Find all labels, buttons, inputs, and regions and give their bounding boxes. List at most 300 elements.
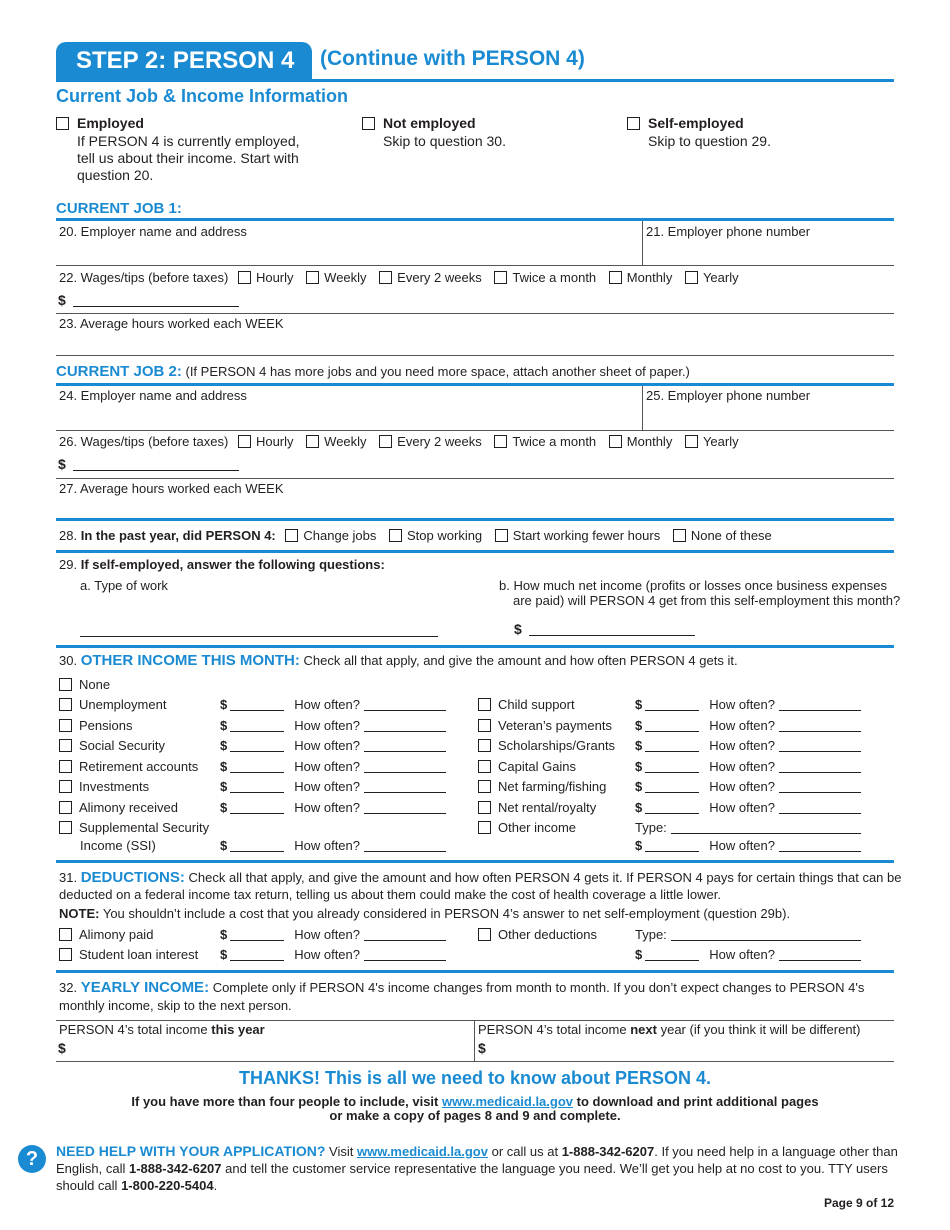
q30-right-1[interactable] [478, 718, 612, 733]
dollar-sign: $ [635, 718, 643, 733]
how-often-line[interactable] [364, 949, 446, 961]
dollar-sign: $ [220, 838, 228, 853]
q26-freq-twice[interactable] [494, 434, 596, 449]
employed-label: Employed [77, 115, 144, 131]
q32-title: YEARLY INCOME: [80, 979, 210, 996]
dollar-sign: $ [220, 800, 228, 815]
q28-stop-checkbox[interactable] [389, 529, 402, 542]
how-often-line[interactable] [779, 781, 861, 793]
this-year-amount[interactable] [58, 1040, 66, 1056]
q26-2weeks-checkbox[interactable] [379, 435, 392, 448]
how-often-line[interactable] [364, 802, 446, 814]
q30-instructions: Check all that apply, and give the amount and how often PERSON 4 gets it. [303, 653, 738, 668]
amount-line[interactable] [645, 949, 699, 961]
q32-divider [474, 1020, 475, 1061]
q30-right-3[interactable] [478, 759, 576, 774]
q28-question: In the past year, did PERSON 4: [80, 528, 276, 543]
q32-number: 32. [59, 980, 78, 995]
type-row[interactable] [635, 927, 861, 942]
q22-yearly-checkbox[interactable] [685, 271, 698, 284]
question-mark-icon: ? [25, 1148, 39, 1170]
q20-label: 20. Employer name and address [59, 224, 247, 239]
q28-number: 28. [59, 528, 78, 543]
q31-note-text: You shouldn’t include a cost that you already considered in PERSON 4’s answer to net self-employment (question 29b). [102, 906, 791, 921]
deduction-checkbox[interactable] [59, 948, 72, 961]
income-checkbox[interactable] [59, 801, 72, 814]
dollar-sign: $ [635, 838, 643, 853]
how-often-line[interactable] [364, 840, 446, 852]
type-line[interactable] [671, 822, 861, 834]
income-label: Alimony received [79, 800, 178, 815]
type-label: Type: [635, 820, 667, 835]
q22-monthly-checkbox[interactable] [609, 271, 622, 284]
q28-opt-fewer[interactable] [495, 528, 660, 543]
amount-line[interactable] [645, 740, 699, 752]
q31-title: DEDUCTIONS: [80, 869, 185, 886]
type-line[interactable] [671, 929, 861, 941]
q20-bottom [56, 265, 894, 266]
q28-none-checkbox[interactable] [673, 529, 686, 542]
self-employed-label: Self-employed [648, 115, 744, 131]
amount-row[interactable] [635, 718, 861, 733]
amount-line[interactable] [645, 699, 699, 711]
employed-desc-1: If PERSON 4 is currently employed, [77, 133, 300, 149]
q22-label: 22. Wages/tips (before taxes) [59, 270, 229, 285]
q23-label: 23. Average hours worked each WEEK [59, 316, 284, 331]
income-label: Pensions [79, 718, 133, 733]
deduction-label: Alimony paid [79, 927, 154, 942]
how-often-label: How often? [294, 738, 360, 753]
dollar-sign: $ [220, 738, 228, 753]
amount-line[interactable] [230, 720, 284, 732]
income-checkbox[interactable] [478, 760, 491, 773]
q29-question: If self-employed, answer the following questions: [80, 557, 385, 572]
amount-line[interactable] [230, 740, 284, 752]
q31-note [59, 906, 790, 921]
amount-row[interactable] [635, 738, 861, 753]
amount-row[interactable] [220, 779, 446, 794]
dollar-sign: $ [220, 927, 228, 942]
q30-left-5[interactable] [59, 800, 178, 815]
how-often-label: How often? [294, 800, 360, 815]
how-often-line[interactable] [779, 802, 861, 814]
income-checkbox[interactable] [478, 821, 491, 834]
help-phone: 1-888-342-6207 [561, 1144, 655, 1159]
dollar-sign: $ [220, 718, 228, 733]
help-visit: Visit [329, 1144, 354, 1159]
q28-fewer-label: Start working fewer hours [512, 528, 661, 543]
q31-number: 31. [59, 870, 78, 885]
income-checkbox[interactable] [478, 698, 491, 711]
help-icon [18, 1145, 46, 1173]
q26-yearly-label: Yearly [702, 434, 739, 449]
help-link[interactable]: www.medicaid.la.gov [356, 1144, 488, 1159]
amount-row[interactable] [220, 718, 446, 733]
q28-change-label: Change jobs [303, 528, 377, 543]
q30-title: OTHER INCOME THIS MONTH: [80, 652, 300, 669]
q22-hourly-checkbox[interactable] [238, 271, 251, 284]
q28-row [59, 528, 772, 543]
deduction-other[interactable] [478, 927, 597, 942]
q30-right-other[interactable] [478, 820, 576, 835]
how-often-label: How often? [709, 718, 775, 733]
income-checkbox[interactable] [478, 801, 491, 814]
q30-number: 30. [59, 653, 78, 668]
q31-line2: deducted on a federal income tax return, telling us about them could make the cost of health coverage a little lower. [59, 887, 721, 902]
q22-2weeks-checkbox[interactable] [379, 271, 392, 284]
q26-freq-monthly[interactable] [609, 434, 673, 449]
q26-monthly-checkbox[interactable] [609, 435, 622, 448]
how-often-line[interactable] [364, 740, 446, 752]
help-phone-2: 1-888-342-6207 [129, 1161, 222, 1176]
q26-hourly-checkbox[interactable] [238, 435, 251, 448]
q28-fewer-checkbox[interactable] [495, 529, 508, 542]
employed-checkbox[interactable] [56, 117, 69, 130]
q30-none[interactable] [59, 677, 110, 692]
job2-rule [56, 383, 894, 386]
q29a-input-line[interactable] [80, 636, 438, 637]
income-label: Child support [498, 697, 575, 712]
type-label: Type: [635, 927, 667, 942]
amount-line[interactable] [645, 761, 699, 773]
help-text2: . If you need help in a language other than [654, 1144, 898, 1159]
job2-header [56, 363, 690, 380]
income-label: Retirement accounts [79, 759, 199, 774]
q29b-line1: b. How much net income (profits or losses once business expenses [499, 578, 888, 593]
q32-line1: Complete only if PERSON 4's income changes from month to month. If you don’t expect changes to PERSON 4's [212, 980, 865, 995]
amount-line[interactable] [645, 840, 699, 852]
job2-note: (If PERSON 4 has more jobs and you need more space, attach another sheet of paper.) [185, 364, 690, 379]
q28-opt-change[interactable] [285, 528, 376, 543]
q30-left-0[interactable] [59, 697, 166, 712]
q26-twice-label: Twice a month [512, 434, 597, 449]
q26-amount-line[interactable] [73, 459, 239, 471]
header-rule [56, 79, 894, 82]
q30-left-ssi[interactable] [59, 820, 209, 835]
how-often-label: How often? [709, 800, 775, 815]
q24-divider [642, 386, 643, 430]
deduction-checkbox[interactable] [59, 928, 72, 941]
amount-row[interactable] [220, 759, 446, 774]
thanks-title: THANKS! This is all we need to know about PERSON 4. [238, 1068, 712, 1088]
q22-2weeks-label: Every 2 weeks [397, 270, 482, 285]
q26-freq-hourly[interactable] [238, 434, 294, 449]
employed-desc-2: tell us about their income. Start with [77, 150, 299, 166]
q30-left-4[interactable] [59, 779, 149, 794]
q22-monthly-label: Monthly [626, 270, 673, 285]
dollar-sign: $ [635, 779, 643, 794]
next-year-post: year (if you think it will be different) [660, 1022, 861, 1037]
q21-label: 21. Employer phone number [646, 224, 811, 239]
employed-option[interactable] [56, 115, 346, 183]
next-year-pre: PERSON 4’s total income [478, 1022, 627, 1037]
ssi-label-2: Income (SSI) [80, 838, 156, 853]
not-employed-checkbox[interactable] [362, 117, 375, 130]
dollar-sign: $ [220, 697, 228, 712]
employed-desc-3: question 20. [77, 167, 154, 183]
q31-line1: Check all that apply, and give the amount and how often PERSON 4 gets it. If PERSON 4 pays for certain things that can be [188, 870, 902, 885]
q30-none-checkbox[interactable] [59, 678, 72, 691]
help-text [56, 1143, 896, 1194]
thanks-line1 [0, 1094, 950, 1109]
q29-header [59, 557, 385, 572]
how-often-line[interactable] [779, 740, 861, 752]
q22-hourly-label: Hourly [255, 270, 294, 285]
q27-label: 27. Average hours worked each WEEK [59, 481, 284, 496]
q22-twice-checkbox[interactable] [494, 271, 507, 284]
how-often-label: How often? [294, 927, 360, 942]
thanks-link[interactable]: www.medicaid.la.gov [442, 1094, 574, 1109]
q26-weekly-checkbox[interactable] [306, 435, 319, 448]
income-checkbox[interactable] [478, 739, 491, 752]
dollar-sign: $ [58, 1040, 66, 1056]
help-line2-pre: English, call [56, 1161, 126, 1176]
how-often-label: How often? [709, 779, 775, 794]
income-checkbox[interactable] [59, 821, 72, 834]
other-income-label: Other income [498, 820, 577, 835]
q30-bottom-rule [56, 860, 894, 863]
q30-left-1[interactable] [59, 718, 132, 733]
how-often-line[interactable] [779, 949, 861, 961]
amount-line[interactable] [230, 802, 284, 814]
income-checkbox[interactable] [59, 698, 72, 711]
help-period: . [213, 1178, 218, 1193]
q29b-amount[interactable] [514, 621, 695, 637]
income-checkbox[interactable] [59, 780, 72, 793]
next-year-bold: next [630, 1022, 657, 1037]
q30-right-2[interactable] [478, 738, 615, 753]
income-label: Net farming/fishing [498, 779, 607, 794]
q31-header [59, 869, 901, 886]
this-year-bold: this year [211, 1022, 265, 1037]
how-often-line[interactable] [364, 720, 446, 732]
amount-line[interactable] [230, 949, 284, 961]
next-year-amount[interactable] [478, 1040, 486, 1056]
q28-opt-stop[interactable] [389, 528, 482, 543]
q24-bottom [56, 430, 894, 431]
help-title: NEED HELP WITH YOUR APPLICATION? [56, 1143, 326, 1159]
q25-label: 25. Employer phone number [646, 388, 811, 403]
dollar-sign: $ [635, 947, 643, 962]
next-year-label [478, 1022, 861, 1037]
dollar-sign: $ [220, 779, 228, 794]
amount-line[interactable] [230, 699, 284, 711]
continue-title: (Continue with PERSON 4) [320, 47, 585, 70]
amount-line[interactable] [230, 761, 284, 773]
q31-note-label: NOTE: [59, 906, 100, 921]
not-employed-label: Not employed [383, 115, 476, 131]
q22-freq-hourly[interactable] [238, 270, 294, 285]
income-checkbox[interactable] [59, 739, 72, 752]
q26-2weeks-label: Every 2 weeks [397, 434, 482, 449]
amount-line[interactable] [645, 781, 699, 793]
how-often-line[interactable] [779, 840, 861, 852]
income-checkbox[interactable] [59, 760, 72, 773]
how-often-line[interactable] [364, 761, 446, 773]
deduction-label: Student loan interest [79, 947, 199, 962]
help-tty: 1-800-220-5404 [121, 1178, 214, 1193]
q30-right-4[interactable] [478, 779, 606, 794]
how-often-label: How often? [294, 759, 360, 774]
dollar-sign: $ [635, 738, 643, 753]
q28-none-label: None of these [690, 528, 772, 543]
amount-line[interactable] [645, 720, 699, 732]
q29b-line2: are paid) will PERSON 4 get from this self-employment this month? [513, 593, 901, 608]
q22-yearly-label: Yearly [702, 270, 739, 285]
step-tab [56, 42, 312, 80]
job2-title: CURRENT JOB 2: [56, 363, 182, 380]
amount-row[interactable] [220, 947, 446, 962]
amount-row[interactable] [635, 697, 861, 712]
this-year-pre: PERSON 4’s total income [59, 1022, 208, 1037]
q22-weekly-checkbox[interactable] [306, 271, 319, 284]
income-checkbox[interactable] [478, 719, 491, 732]
amount-row[interactable] [635, 838, 861, 853]
income-label: Investments [79, 779, 150, 794]
how-often-label: How often? [709, 759, 775, 774]
q29a-label: a. Type of work [80, 578, 168, 593]
q31-bottom-rule [56, 970, 894, 973]
amount-line[interactable] [230, 929, 284, 941]
self-employed-checkbox[interactable] [627, 117, 640, 130]
q26-freq-2weeks[interactable] [379, 434, 482, 449]
q29b-amount-line[interactable] [529, 624, 695, 636]
dollar-sign: $ [220, 947, 228, 962]
type-row[interactable] [635, 820, 861, 835]
amount-row[interactable] [635, 800, 861, 815]
help-call: or call us at [491, 1144, 559, 1159]
how-often-line[interactable] [364, 699, 446, 711]
amount-row[interactable] [635, 947, 861, 962]
income-label: Scholarships/Grants [498, 738, 616, 753]
q30-left-3[interactable] [59, 759, 198, 774]
dollar-sign: $ [58, 456, 66, 472]
q22-freq-yearly[interactable] [685, 270, 739, 285]
income-checkbox[interactable] [59, 719, 72, 732]
q29-bottom-rule [56, 645, 894, 648]
this-year-label [59, 1022, 265, 1037]
job1-title: CURRENT JOB 1: [56, 200, 182, 217]
not-employed-desc: Skip to question 30. [383, 133, 506, 149]
q26-freq-yearly[interactable] [685, 434, 739, 449]
help-line3-pre: should call [56, 1178, 118, 1193]
q30-left-2[interactable] [59, 738, 165, 753]
q30-header [59, 652, 738, 669]
dollar-sign: $ [635, 800, 643, 815]
how-often-label: How often? [294, 947, 360, 962]
amount-row[interactable] [635, 779, 861, 794]
how-often-label: How often? [709, 838, 775, 853]
q28-change-checkbox[interactable] [285, 529, 298, 542]
q32-header [59, 979, 864, 996]
income-label: Unemployment [79, 697, 167, 712]
dollar-sign: $ [58, 292, 66, 308]
q22-freq-2weeks[interactable] [379, 270, 482, 285]
how-often-line[interactable] [779, 720, 861, 732]
help-line2-post: and tell the customer service representative the language you need. We’ll get you help at no cost to you. TTY users [225, 1161, 888, 1176]
q26-label: 26. Wages/tips (before taxes) [59, 434, 229, 449]
q30-none-label: None [79, 677, 111, 692]
self-employed-option[interactable] [627, 115, 867, 149]
q26-twice-checkbox[interactable] [494, 435, 507, 448]
deduction-checkbox[interactable] [478, 928, 491, 941]
amount-row[interactable] [220, 800, 446, 815]
q28-stop-label: Stop working [407, 528, 483, 543]
q26-hourly-label: Hourly [255, 434, 294, 449]
not-employed-option[interactable] [362, 115, 602, 149]
q28-bottom-rule [56, 550, 894, 553]
q26-amount[interactable] [58, 456, 239, 472]
q22-amount[interactable] [58, 292, 239, 308]
q32-table-bottom [56, 1061, 894, 1062]
self-employed-desc: Skip to question 29. [648, 133, 771, 149]
page-number: Page 9 of 12 [823, 1196, 894, 1210]
amount-row[interactable] [220, 738, 446, 753]
amount-row[interactable] [220, 697, 446, 712]
amount-row[interactable] [220, 838, 446, 853]
step-title: STEP 2: PERSON 4 [76, 47, 295, 74]
how-often-label: How often? [709, 697, 775, 712]
q22-twice-label: Twice a month [512, 270, 597, 285]
q26-bottom [56, 478, 894, 479]
income-label: Capital Gains [498, 759, 577, 774]
how-often-line[interactable] [364, 781, 446, 793]
amount-line[interactable] [230, 840, 284, 852]
section-title: Current Job & Income Information [56, 86, 349, 106]
q30-right-0[interactable] [478, 697, 575, 712]
q26-freq-weekly[interactable] [306, 434, 366, 449]
how-often-label: How often? [294, 718, 360, 733]
how-often-label: How often? [294, 779, 360, 794]
q23-bottom [56, 355, 894, 356]
how-often-line[interactable] [364, 929, 446, 941]
deduction-student-loan[interactable] [59, 947, 198, 962]
thanks-line2: or make a copy of pages 8 and 9 and complete. [329, 1108, 621, 1123]
q26-row [59, 434, 739, 449]
q26-weekly-label: Weekly [324, 434, 367, 449]
q22-amount-line[interactable] [73, 295, 239, 307]
q32-line2: monthly income, skip to the next person. [59, 998, 292, 1013]
how-often-line[interactable] [779, 761, 861, 773]
job1-rule [56, 218, 894, 221]
dollar-sign: $ [220, 759, 228, 774]
q22-row [59, 270, 739, 285]
amount-line[interactable] [645, 802, 699, 814]
how-often-line[interactable] [779, 699, 861, 711]
q20-divider [642, 221, 643, 265]
q28-opt-none[interactable] [673, 528, 772, 543]
income-checkbox[interactable] [478, 780, 491, 793]
deduction-alimony[interactable] [59, 927, 153, 942]
dollar-sign: $ [635, 697, 643, 712]
how-often-label: How often? [294, 838, 360, 853]
q32-table-top [56, 1020, 894, 1021]
q30-right-5[interactable] [478, 800, 596, 815]
amount-line[interactable] [230, 781, 284, 793]
q22-bottom [56, 313, 894, 314]
amount-row[interactable] [220, 927, 446, 942]
income-label: Veteran’s payments [498, 718, 612, 733]
amount-row[interactable] [635, 759, 861, 774]
q22-freq-weekly[interactable] [306, 270, 366, 285]
how-often-label: How often? [709, 738, 775, 753]
q26-yearly-checkbox[interactable] [685, 435, 698, 448]
q24-label: 24. Employer name and address [59, 388, 247, 403]
q22-freq-monthly[interactable] [609, 270, 673, 285]
thanks-pre: If you have more than four people to include, visit [131, 1094, 439, 1109]
q22-freq-twice[interactable] [494, 270, 596, 285]
income-label: Social Security [79, 738, 165, 753]
